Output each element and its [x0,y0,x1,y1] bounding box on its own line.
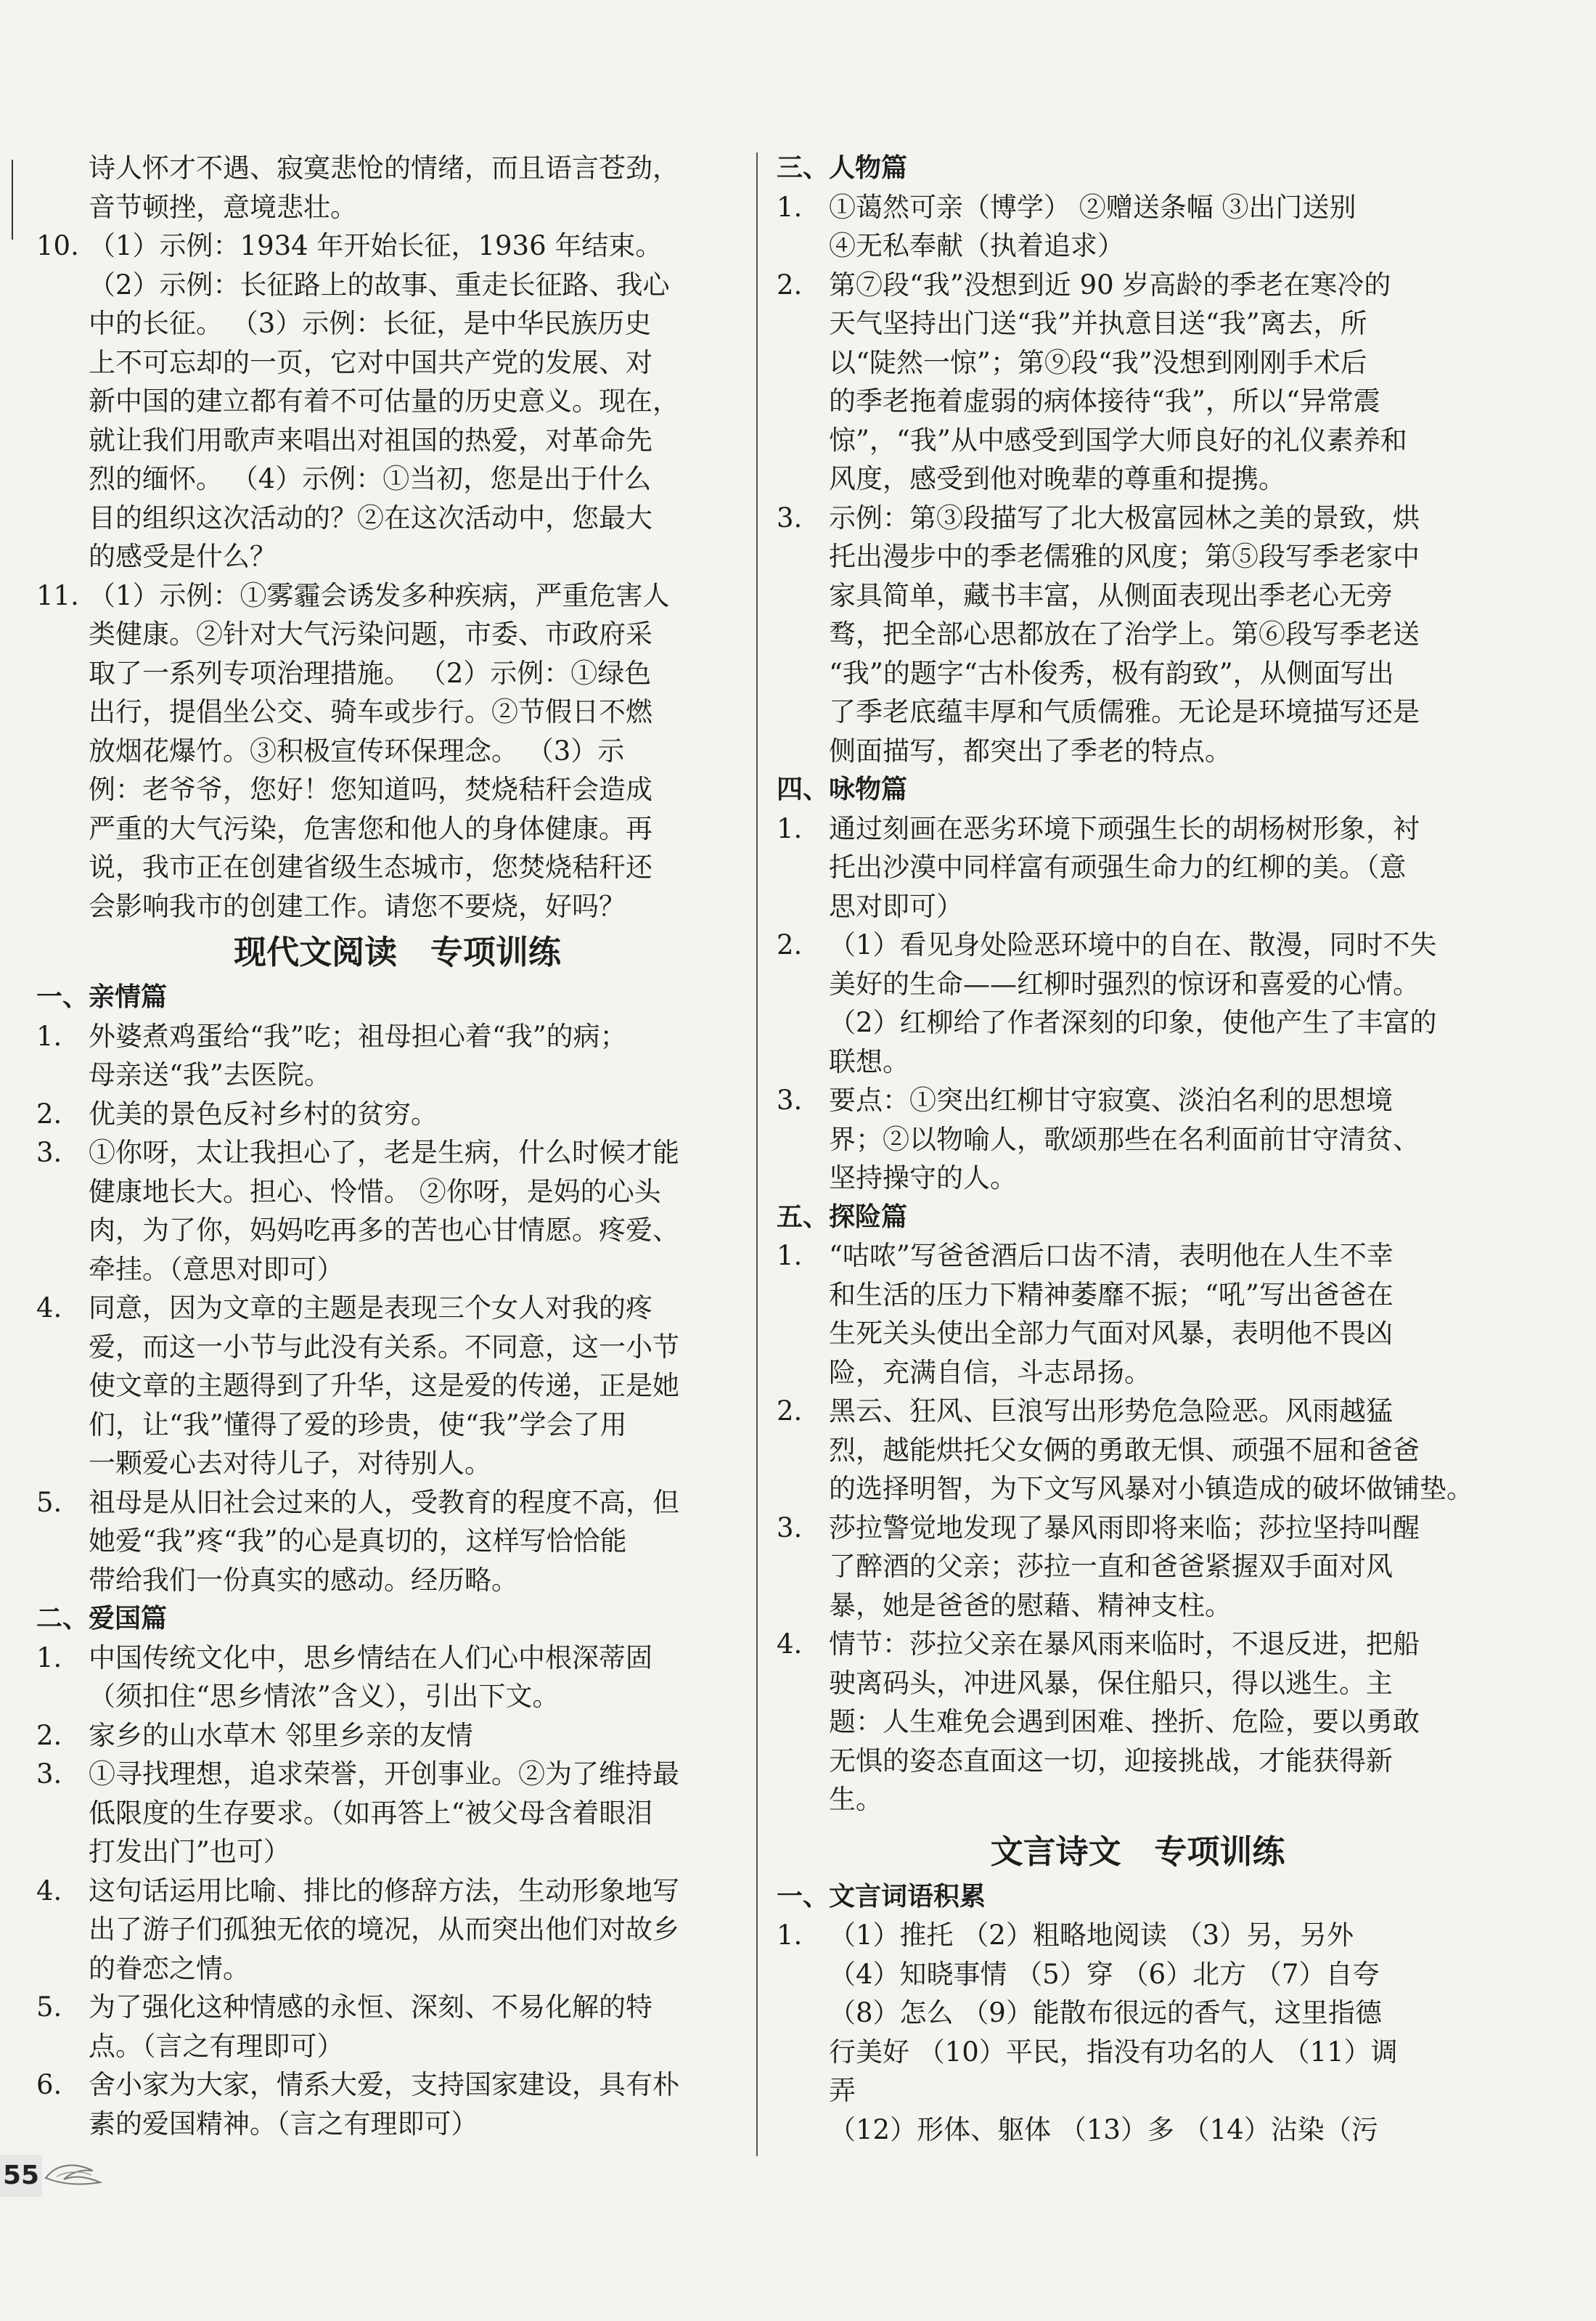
answer-line: 为了强化这种情感的永恒、深刻、不易化解的特 [89,1991,652,2023]
answer-line: 会影响我市的创建工作。请您不要烧，好吗？ [89,890,626,922]
answer-line: 打发出门”也可） [89,1836,290,1867]
question-number: 3. [36,1758,62,1790]
answer-line: 第⑦段“我”没想到近 90 岁高龄的季老在寒冷的 [829,269,1391,301]
answer-line: 情节：莎拉父亲在暴风雨来临时，不退反进，把船 [829,1628,1420,1660]
answer-line: （4）知晓事情 （5）穿 （6）北方 （7）自夸 [829,1958,1380,1990]
answer-item [777,1236,1499,1276]
answer-line: 通过刻画在恶劣环境下顽强生长的胡杨树形象，衬 [829,812,1420,844]
answer-line: 无惧的姿态直面这一切，迎接挑战，才能获得新 [829,1745,1393,1777]
answer-line: 题：人生难免会遇到困难、挫折、危险，要以勇敢 [829,1706,1420,1737]
answer-line: 带给我们一份真实的感动。经历略。 [89,1564,518,1596]
intro-line: 诗人怀才不遇、寂寞悲怆的情绪，而且语言苍劲， [89,152,679,184]
answer-item [36,1872,758,1911]
answer-line: 托出漫步中的季老儒雅的风度；第⑤段写季老家中 [829,541,1420,572]
answer-line: 险，充满自信，斗志昂扬。 [829,1356,1151,1388]
answer-line: 一颗爱心去对待儿子，对待别人。 [89,1448,491,1479]
answer-line: （1）推托 （2）粗略地阅读 （3）另，另外 [829,1920,1354,1951]
answer-line: “咕哝”写爸爸酒后口齿不清，表明他在人生不幸 [829,1240,1394,1271]
answer-line: 这句话运用比喻、排比的修辞方法，生动形象地写 [89,1875,679,1906]
answer-line: 她爱“我”疼“我”的心是真切的，这样写恰恰能 [89,1525,627,1557]
question-number: 2. [36,1098,62,1130]
answer-line: 黑云、狂风、巨浪写出形势危急险恶。风雨越猛 [829,1395,1393,1427]
answer-line: 示例：第③段描写了北大极富园林之美的景致，烘 [829,502,1420,534]
answer-line: 点。（言之有理即可） [89,2030,344,2062]
answer-line: 中的长征。 （3）示例：长征，是中华民族历史 [89,308,652,339]
answer-line: 使文章的主题得到了升华，这是爱的传递，正是她 [89,1370,679,1401]
answer-line: 肉，为了你，妈妈吃再多的苦也心甘情愿。疼爱、 [89,1215,679,1246]
aiguo-list [36,1639,758,2144]
subsection-heading: 四、咏物篇 [777,775,908,804]
answer-item [777,1916,1499,1955]
answer-item [777,926,1499,965]
wenyan-list [777,1916,1499,2149]
answer-line: （1）示例：1934 年开始长征，1936 年结束。 [89,230,663,261]
answer-line: 家具简单，藏书丰富，从侧面表现出季老心无旁 [829,579,1393,611]
answer-line: 例：老爷爷，您好！您知道吗，焚烧秸秆会造成 [89,774,652,805]
answer-item [36,1988,758,2027]
answer-item [777,1625,1499,1664]
answer-line: ①蔼然可亲（博学） ②赠送条幅 ③出门送别 [829,191,1356,223]
question-number: 1. [36,1641,62,1673]
answer-line: 行美好 （10）平民，指没有功名的人 （11）调 [829,2036,1398,2068]
answer-line: 烈的缅怀。 （4）示例：①当初，您是出于什么 [89,463,652,494]
answer-line: 天气坚持出门送“我”并执意目送“我”离去，所 [829,308,1367,339]
answer-line: 中国传统文化中，思乡情结在人们心中根深蒂固 [89,1641,652,1673]
answer-line: 上不可忘却的一页，它对中国共产党的发展、对 [89,346,652,378]
answer-line: 出行，提倡坐公交、骑车或步行。②节假日不燃 [89,696,652,727]
answer-line: 风度，感受到他对晚辈的尊重和提携。 [829,463,1285,494]
answer-line: 的选择明智，为下文写风暴对小镇造成的破坏做铺垫。 [829,1473,1473,1504]
answer-item [777,809,1499,849]
answer-line: 母亲送“我”去医院。 [89,1059,331,1090]
answer-item [777,1392,1499,1431]
answer-line: ①寻找理想，追求荣誉，开创事业。②为了维持最 [89,1758,679,1790]
answer-line: ①你呀，太让我担心了，老是生病，什么时候才能 [89,1137,679,1168]
question-number: 4. [36,1292,62,1323]
answer-line: 说，我市正在创建省级生态城市，您焚烧秸秆还 [89,852,652,883]
answer-line: 祖母是从旧社会过来的人，受教育的程度不高，但 [89,1486,679,1518]
answer-line: 以“陡然一惊”；第⑨段“我”没想到刚刚手术后 [829,346,1367,378]
question-number: 4. [36,1875,62,1906]
question-11 [36,576,758,616]
question-number: 5. [36,1486,62,1518]
question-number: 1. [777,812,803,844]
answer-line: 驶离码头，冲进风暴，保住船只，得以逃生。主 [829,1667,1393,1699]
question-number: 1. [777,1920,803,1951]
left-column [36,149,758,2143]
answer-line: （8）怎么 （9）能散布很远的香气，这里指德 [829,1997,1382,2028]
answer-line: 弄 [829,2075,856,2106]
answer-line: （1）看见身处险恶环境中的自在、散漫，同时不失 [829,929,1437,960]
answer-item [777,1081,1499,1120]
answer-item [777,499,1499,538]
answer-line: 生。 [829,1784,883,1815]
question-number: 6. [36,2069,62,2100]
answer-line: 优美的景色反衬乡村的贫穷。 [89,1098,438,1130]
answer-line: 外婆煮鸡蛋给“我”吃；祖母担心着“我”的病； [89,1020,627,1052]
page-number: 55 [0,2155,42,2197]
answer-line: （12）形体、躯体 （13）多 （14）沾染（污 [829,2113,1378,2145]
answer-line: 要点：①突出红柳甘守寂寞、淡泊名利的思想境 [829,1085,1393,1116]
answer-line: ④无私奉献（执着追求） [829,230,1124,261]
answer-line: 放烟花爆竹。③积极宣传环保理念。 （3）示 [89,735,625,767]
answer-line: 就让我们用歌声来唱出对祖国的热爱，对革命先 [89,424,652,456]
answer-item [36,1133,758,1172]
answer-line: 健康地长大。担心、怜惜。 ②你呀，是妈的心头 [89,1175,661,1207]
question-number: 2. [777,269,803,301]
leaf-ornament-icon [42,2149,107,2192]
answer-item [36,1755,758,1794]
answer-line: “我”的题字“古朴俊秀，极有韵致”，从侧面写出 [829,657,1394,689]
answer-item [36,1639,758,1678]
question-number: 3. [777,1512,803,1543]
answer-item [36,1017,758,1056]
answer-line: 惊”，“我”从中感受到国学大师良好的礼仪素养和 [829,424,1407,456]
answer-item [36,1289,758,1328]
question-number: 1. [777,1240,803,1271]
answer-item [36,1716,758,1755]
answer-line: 素的爱国精神。（言之有理即可） [89,2108,478,2140]
margin-line [12,160,13,240]
tanxian-list [777,1236,1499,1819]
answer-item [36,1483,758,1522]
question-number: 3. [777,502,803,534]
answer-line: （2）示例：长征路上的故事、重走长征路、我心 [89,269,670,301]
answer-line: 的感受是什么？ [89,541,277,572]
answer-line: 们，让“我”懂得了爱的珍贵，使“我”学会了用 [89,1408,627,1440]
answer-line: 的季老拖着虚弱的病体接待“我”，所以“异常震 [829,386,1380,417]
answer-line: 莎拉警觉地发现了暴风雨即将来临；莎拉坚持叫醒 [829,1512,1420,1543]
section-title: 文言诗文 专项训练 [990,1832,1285,1871]
question-number: 1. [36,1020,62,1052]
answer-item [36,2065,758,2105]
subsection-heading: 二、爱国篇 [36,1604,168,1633]
answer-line: 类健康。②针对大气污染问题，市委、市政府采 [89,619,652,650]
right-column [777,149,1499,2149]
answer-line: （1）示例：①雾霾会诱发多种疾病，严重危害人 [89,579,670,611]
subsection-heading: 一、亲情篇 [36,982,168,1012]
section-title: 现代文阅读 专项训练 [234,933,561,971]
question-number: 3. [777,1085,803,1116]
answer-line: 烈，越能烘托父女俩的勇敢无惧、顽强不屈和爸爸 [829,1434,1420,1466]
question-number: 1. [777,191,803,223]
subsection-heading: 五、探险篇 [777,1202,908,1232]
answer-line: 新中国的建立都有着不可估量的历史意义。现在， [89,386,679,417]
answer-line: 爱，而这一小节与此没有关系。不同意，这一小节 [89,1331,679,1363]
renwu-list [777,188,1499,771]
answer-item [36,1095,758,1134]
answer-line: 思对即可） [829,890,963,922]
answer-line: 舍小家为大家，情系大爱，支持国家建设，具有朴 [89,2069,679,2100]
answer-line: 了醉酒的父亲；莎拉一直和爸爸紧握双手面对风 [829,1551,1393,1582]
question-number: 4. [777,1628,803,1660]
answer-line: （2）红柳给了作者深刻的印象，使他产生了丰富的 [829,1007,1437,1038]
question-number: 11. [36,579,79,611]
answer-line: 生死关头使出全部力气面对风暴，表明他不畏凶 [829,1318,1393,1349]
answer-line: 骛，把全部心思都放在了治学上。第⑥段写季老送 [829,619,1420,650]
answer-line: 侧面描写，都突出了季老的特点。 [829,735,1232,767]
answer-line: 界；②以物喻人，歌颂那些在名利面前甘守清贫、 [829,1123,1420,1155]
answer-line: 托出沙漠中同样富有顽强生命力的红柳的美。（意 [829,852,1407,883]
answer-line: 美好的生命——红柳时强烈的惊讶和喜爱的心情。 [829,968,1420,1000]
question-number: 3. [36,1137,62,1168]
answer-line: 坚持操守的人。 [829,1162,1017,1194]
answer-line: （须扣住“思乡情浓”含义），引出下文。 [89,1681,560,1712]
answer-line: 牵挂。（意思对即可） [89,1253,344,1285]
answer-line: 低限度的生存要求。（如再答上“被父母含着眼泪 [89,1797,653,1829]
answer-line: 同意，因为文章的主题是表现三个女人对我的疼 [89,1292,652,1323]
intro-line: 音节顿挫，意境悲壮。 [89,191,357,223]
answer-line: 的眷恋之情。 [89,1952,250,1984]
qinqing-list [36,1017,758,1600]
answer-item [777,266,1499,305]
answer-line: 严重的大气污染，危害您和他人的身体健康。再 [89,812,652,844]
answer-item [777,1509,1499,1548]
yongwu-list [777,809,1499,1198]
question-10 [36,227,758,266]
answer-line: 家乡的山水草木 邻里乡亲的友情 [89,1719,473,1751]
answer-line: 了季老底蕴丰厚和气质儒雅。无论是环境描写还是 [829,696,1420,727]
answer-item [777,188,1499,227]
answer-line: 暴，她是爸爸的慰藉、精神支柱。 [829,1589,1232,1621]
question-number: 5. [36,1991,62,2023]
answer-line: 目的组织这次活动的？②在这次活动中，您最大 [89,502,652,534]
subsection-heading: 一、文言词语积累 [777,1881,986,1912]
question-number: 10. [36,230,79,261]
question-number: 2. [36,1719,62,1751]
subsection-heading: 三、人物篇 [777,153,908,183]
answer-line: 联想。 [829,1045,909,1077]
answer-line: 取了一系列专项治理措施。 （2）示例：①绿色 [89,657,652,689]
question-number: 2. [777,929,803,960]
question-number: 2. [777,1395,803,1427]
answer-line: 出了游子们孤独无依的境况，从而突出他们对故乡 [89,1914,679,1945]
answer-line: 和生活的压力下精神萎靡不振；“吼”写出爸爸在 [829,1278,1394,1310]
